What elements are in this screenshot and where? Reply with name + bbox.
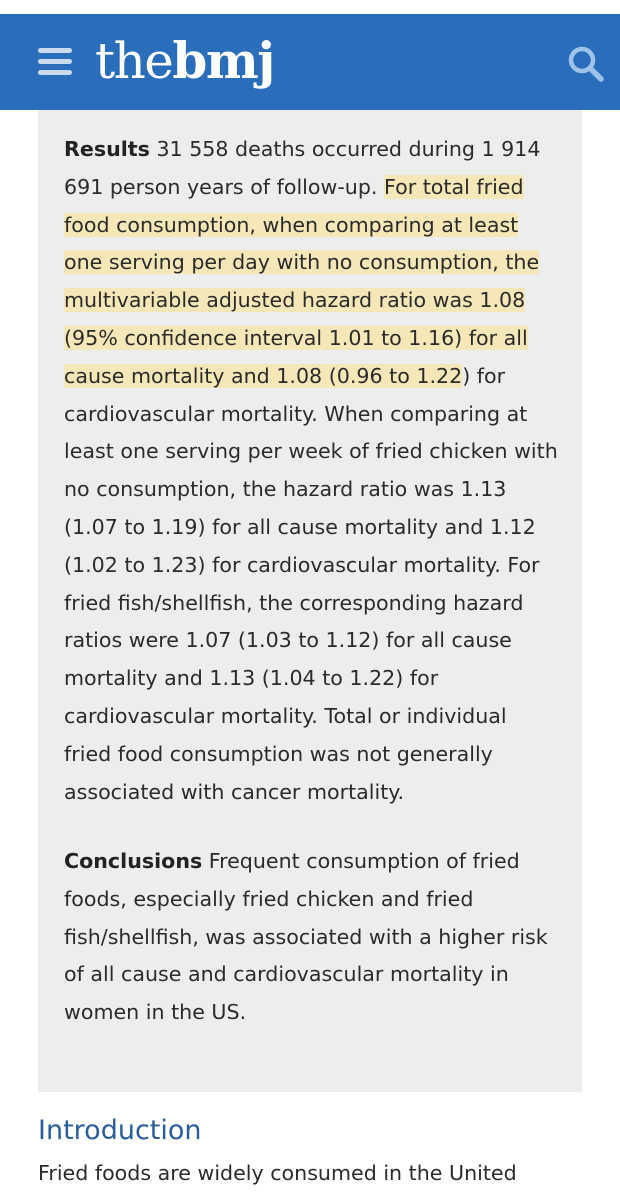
results-text-before: 31 558 deaths occurred during 1 914 691 person years of follow-up. (64, 137, 541, 199)
conclusions-heading: Conclusions (64, 849, 203, 873)
abstract-box (38, 110, 582, 1092)
logo-bmj: bmj (172, 31, 274, 90)
results-paragraph (64, 131, 560, 811)
results-heading: Results (64, 137, 150, 161)
highlighted-text: For total fried food consumption, when comparing at least one serving per day with no consumption, the multivariable adjusted hazard ratio was 1.08 (95% confidence interval 1.01 to 1.16) for all cause mortality and 1.08 (0.96 to 1.22 (64, 174, 540, 388)
logo-the: the (95, 32, 173, 90)
hamburger-menu-icon[interactable] (38, 46, 72, 76)
site-header (0, 14, 620, 110)
status-strip (0, 0, 620, 14)
results-text-after: ) for cardiovascular mortality. When comparing at least one serving per week of fried chicken with no consumption, the hazard ratio was 1.13 (1.07 to 1.19) for all cause mortality and 1.12 (1.02 to 1.23) for cardiovascular mortality. For fried fish/shellfish, the corresponding hazard ratios were 1.07 (1.03 to 1.12) for all cause mortality and 1.13 (1.04 to 1.22) for cardiovascular mortality. Total or individual fried food consumption was not generally associated with cancer mortality. (64, 363, 558, 804)
conclusions-paragraph (64, 843, 560, 1032)
introduction-text: Fried foods are widely consumed in the United (38, 1161, 517, 1185)
introduction-heading: Introduction (38, 1115, 202, 1146)
conclusions-text: Frequent consumption of fried foods, especially fried chicken and fried fish/shellfish, was associated with a higher risk of all cause and cardiovascular mortality in women in the US. (64, 849, 548, 1025)
bmj-logo[interactable] (95, 31, 274, 91)
search-icon[interactable] (566, 44, 606, 84)
